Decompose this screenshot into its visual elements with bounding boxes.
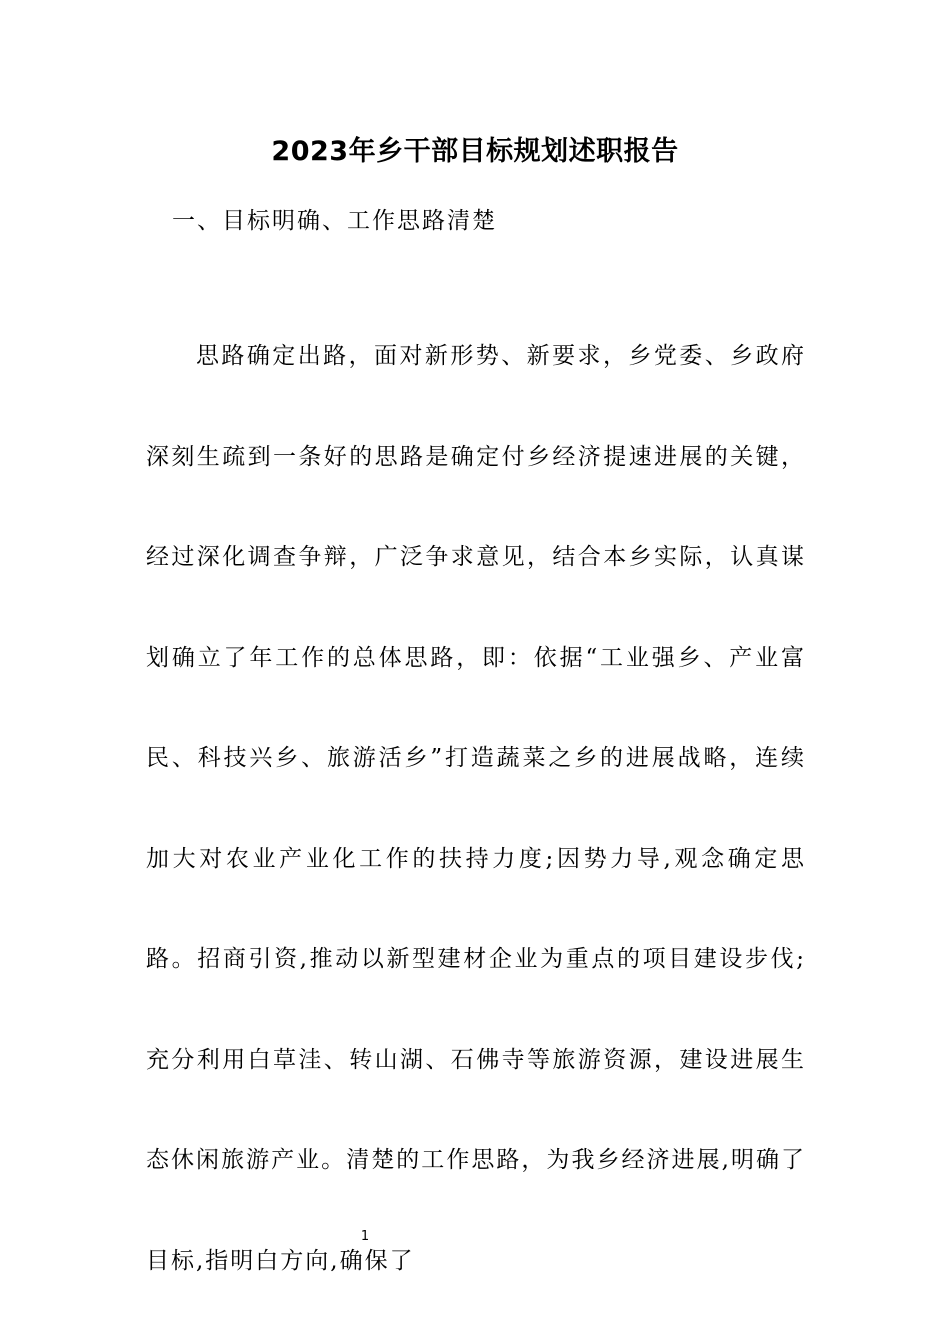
page-number: 1 [360,1229,370,1244]
section-heading: 一、目标明确、工作思路清楚 [172,208,497,234]
body-paragraph: 思路确定出路，面对新形势、新要求，乡党委、乡政府深刻生疏到一条好的思路是确定付乡经济提速进展的关键，经过深化调查争辩，广泛争求意见，结合本乡实际，认真谋划确立了年工作的总体思路，即：依据“工业强乡、产业富民、科技兴乡、旅游活乡”打造蔬菜之乡的进展战略，连续加大对农业产业化工作的扶持力度;因势力导,观念确定思路。招商引资,推动以新型建材企业为重点的项目建设步伐;充分利用白草洼、转山湖、石佛寺等旅游资源，建设进展生态休闲旅游产业。清楚的工作思路，为我乡经济进展,明确了目标,指明白方向,确保了 [146,343,806,1274]
document-title: 2023年乡干部目标规划述职报告 [271,136,679,167]
